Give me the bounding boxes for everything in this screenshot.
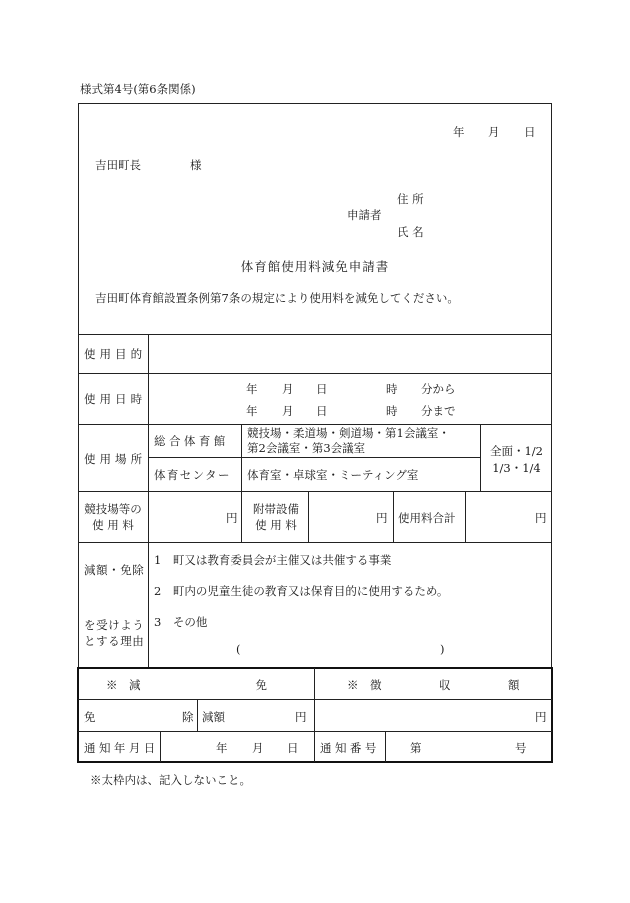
- facility-gym-rooms-1[interactable]: 競技場・柔道場・剣道場・第1会議室・: [247, 426, 450, 440]
- exemption-label-right: 除: [182, 710, 194, 724]
- to-hour: 時: [386, 404, 398, 418]
- date-day-label: 日: [524, 125, 536, 139]
- venue-fee-label: [80, 501, 146, 533]
- applicant-label: 申請者: [347, 208, 382, 222]
- footnote: ※太枠内は、記入しないこと。: [90, 773, 251, 787]
- location-label: 使用場所: [84, 452, 147, 466]
- reason-option-3[interactable]: 3 その他: [154, 615, 208, 629]
- other-paren-close: ): [440, 642, 445, 656]
- statement-text: 吉田町体育館設置条例第7条の規定により使用料を減免してください。: [95, 291, 459, 305]
- area-option-2[interactable]: 1/3・1/4: [492, 461, 541, 475]
- notice-dai: 第: [410, 741, 422, 755]
- total-fee-yen: 円: [535, 511, 547, 525]
- venue-fee-yen: 円: [226, 511, 238, 525]
- applicant-address-label: 住 所: [397, 192, 424, 206]
- addressee-name: 吉田町長: [95, 158, 141, 172]
- from-day: 日: [316, 382, 328, 396]
- notice-go: 号: [515, 741, 527, 755]
- from-month: 月: [282, 382, 294, 396]
- to-minute: 分まで: [421, 404, 456, 418]
- to-day: 日: [316, 404, 328, 418]
- facility-gym-name: 総合体育館: [154, 434, 229, 448]
- form-title: 体育館使用料減免申請書: [240, 259, 390, 274]
- datetime-label: 使用日時: [84, 392, 147, 406]
- venue-fee-label-line2: 使 用 料: [92, 518, 134, 532]
- equipment-fee-label-line2: 使 用 料: [255, 518, 297, 532]
- reason-label-line2: を受けよう: [84, 618, 145, 632]
- notice-month: 月: [252, 741, 264, 755]
- date-month-label: 月: [488, 125, 500, 139]
- reduction-header: ※ 減 免: [106, 678, 267, 692]
- notice-number-label: 通知番号: [320, 741, 380, 755]
- from-minute: 分から: [421, 382, 456, 396]
- to-year: 年: [246, 404, 258, 418]
- notice-year: 年: [216, 741, 228, 755]
- equipment-fee-label: [245, 501, 307, 533]
- reduction-yen: 円: [295, 710, 307, 724]
- collection-header: ※ 徴 収 額: [347, 678, 520, 692]
- equipment-fee-yen: 円: [376, 511, 388, 525]
- reason-label-line1: 減額・免除: [84, 563, 145, 577]
- form-number: 様式第4号(第6条関係): [80, 82, 196, 96]
- exemption-label-left: 免: [84, 710, 96, 724]
- date-year-label: 年: [453, 125, 465, 139]
- to-month: 月: [282, 404, 294, 418]
- purpose-field[interactable]: [150, 336, 550, 372]
- collection-yen: 円: [535, 710, 547, 724]
- from-hour: 時: [386, 382, 398, 396]
- addressee-honorific: 様: [190, 158, 202, 172]
- equipment-fee-label-line1: 附帯設備: [253, 502, 299, 516]
- notice-date-label: 通知年月日: [84, 741, 159, 755]
- reason-option-2[interactable]: 2 町内の児童生徒の教育又は保育目的に使用するため。: [154, 584, 449, 598]
- other-paren-open: (: [236, 642, 241, 656]
- reason-option-1[interactable]: 1 町又は教育委員会が主催又は共催する事業: [154, 553, 392, 567]
- facility-gym-rooms-2[interactable]: 第2会議室・第3会議室: [247, 441, 366, 455]
- from-year: 年: [246, 382, 258, 396]
- applicant-name-label: 氏 名: [397, 225, 424, 239]
- notice-day: 日: [287, 741, 299, 755]
- reason-label-line3: とする理由: [84, 634, 145, 648]
- facility-center-name: 体育センター: [154, 468, 231, 482]
- purpose-label: 使用目的: [84, 347, 147, 361]
- total-fee-label: 使用料合計: [398, 511, 456, 525]
- venue-fee-label-line1: 競技場等の: [84, 502, 142, 516]
- area-option-1[interactable]: 全面・1/2: [489, 444, 543, 458]
- facility-center-rooms[interactable]: 体育室・卓球室・ミーティング室: [247, 468, 419, 482]
- reduction-label: 減額: [202, 710, 225, 724]
